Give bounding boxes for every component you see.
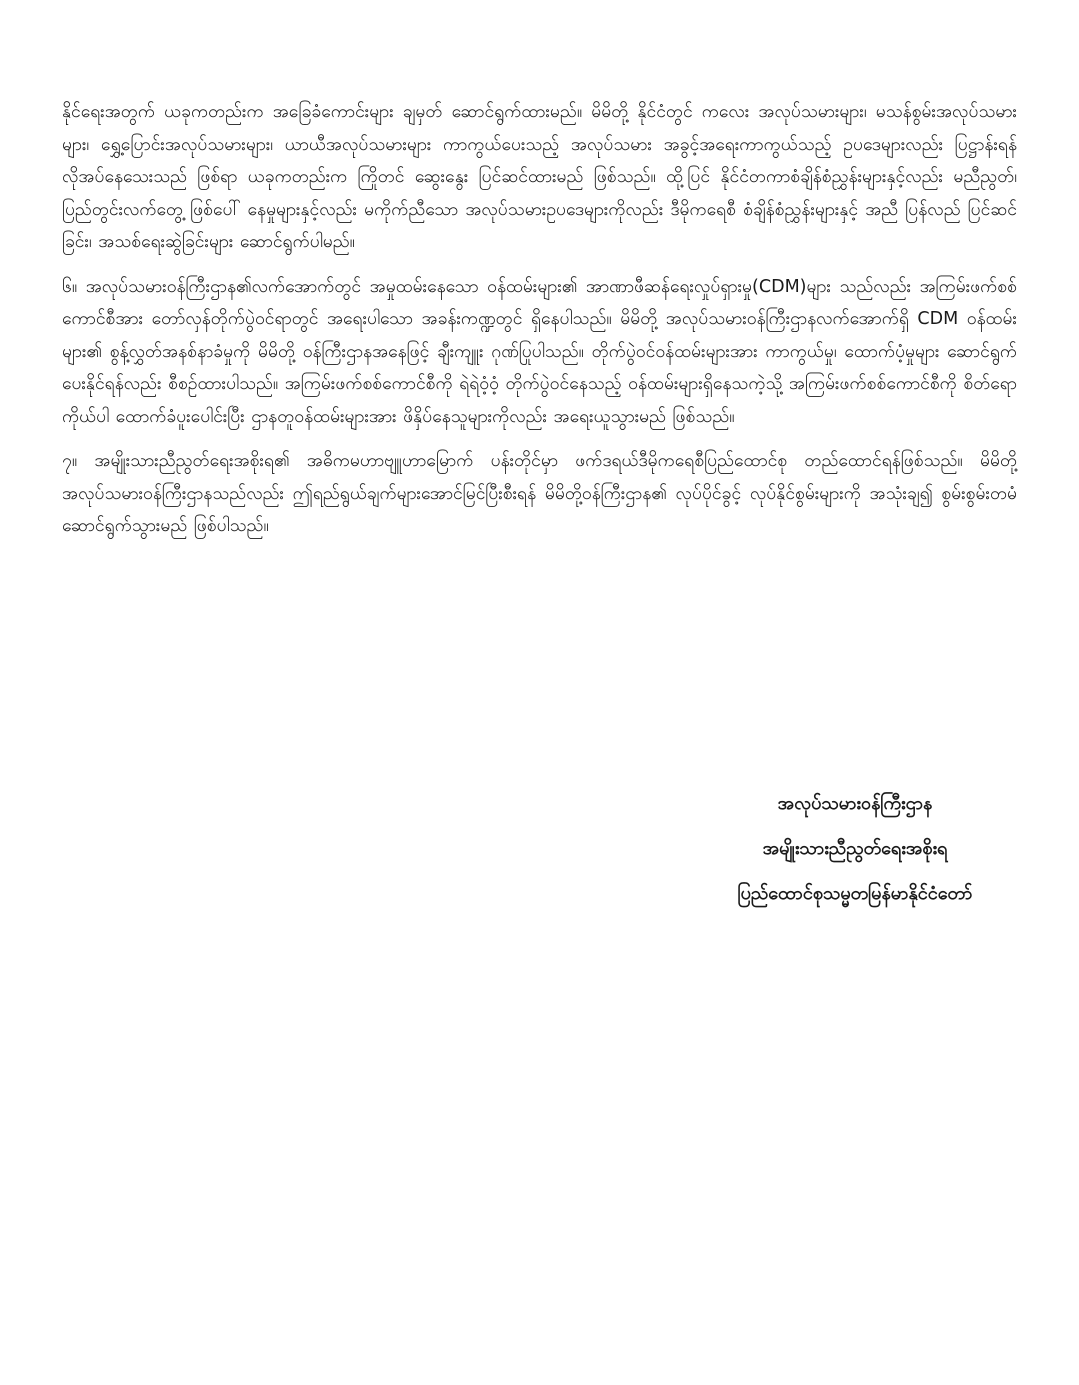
paragraph-7: ၇။ အမျိုးသားညီညွတ်ရေးအစိုးရ၏ အဓိကမဟာဗျူဟာမြောက် ပန်းတိုင်မှာ ဖက်ဒရယ်ဒီမိုကရေစီပြည်ထောင်စု တည်ထောင်ရန်ဖြစ်သည်။ မိမိတို့ အလုပ်သမားဝန်ကြီးဌာနသည်လည်း ဤရည်ရွယ်ချက်များအောင်မြင်ပြီးစီးရန် မိမိတို့ဝန်ကြီးဌာန၏ လုပ်ပိုင်ခွင့် လုပ်နိုင်စွမ်းများကို အသုံးချ၍ စွမ်းစွမ်းတမံ ဆောင်ရွက်သွားမည် ဖြစ်ပါသည်။ <box>62 451 1017 536</box>
signature-government: အမျိုးသားညီညွတ်ရေးအစိုးရ <box>762 838 948 859</box>
signature-block <box>690 792 1020 927</box>
signature-country: ပြည်ထောင်စုသမ္မတမြန်မာနိုင်ငံတော် <box>737 883 973 904</box>
paragraph-continuation: နိုင်ရေးအတွက် ယခုကတည်းက အခြေခံကောင်းများ ချမှတ် ဆောင်ရွက်ထားမည်။ မိမိတို့ နိုင်ငံတွင် ကလေး အလုပ်သမားများ၊ မသန်စွမ်းအလုပ်သမားများ၊ ရွှေ့ပြောင်းအလုပ်သမားများ၊ ယာယီအလုပ်သမားများ ကာကွယ်ပေးသည့် အလုပ်သမား အခွင့်အရေးကာကွယ်သည့် ဥပဒေများလည်း ပြဋ္ဌာန်းရန် လိုအပ်နေသေးသည် ဖြစ်ရာ ယခုကတည်းက ကြိုတင် ဆွေးနွေး ပြင်ဆင်ထားမည် ဖြစ်သည်။ ထို့ပြင် နိုင်ငံတကာစံချိန်စံညွှန်းများနှင့်လည်း မညီညွတ်၊ ပြည်တွင်းလက်တွေ့ ဖြစ်ပေါ် နေမှုများနှင့်လည်း မကိုက်ညီသော အလုပ်သမားဥပဒေများကိုလည်း ဒီမိုကရေစီ စံချိန်စံညွှန်းများနှင့် အညီ ပြန်လည် ပြင်ဆင်ခြင်း၊ အသစ်ရေးဆွဲခြင်းများ ဆောင်ရွက်ပါမည်။ <box>62 102 1017 252</box>
signature-ministry: အလုပ်သမားဝန်ကြီးဌာန <box>777 793 933 814</box>
document-body <box>62 96 1017 555</box>
paragraph-6: ၆။ အလုပ်သမားဝန်ကြီးဌာန၏လက်အောက်တွင် အမှုထမ်းနေသော ဝန်ထမ်းများ၏ အာဏာဖီဆန်ရေးလှုပ်ရှားမှု(CDM)များ သည်လည်း အကြမ်းဖက်စစ်ကောင်စီအား တော်လှန်တိုက်ပွဲဝင်ရာတွင် အရေးပါသော အခန်းကဏ္ဍတွင် ရှိနေပါသည်။ မိမိတို့ အလုပ်သမားဝန်ကြီးဌာနလက်အောက်ရှိ CDM ဝန်ထမ်းများ၏ စွန့်လွှတ်အနစ်နာခံမှုကို မိမိတို့ ဝန်ကြီးဌာနအနေဖြင့် ချီးကျူး ဂုဏ်ပြုပါသည်။ တိုက်ပွဲဝင်ဝန်ထမ်းများအား ကာကွယ်မှု၊ ထောက်ပံ့မှုများ ဆောင်ရွက်ပေးနိုင်ရန်လည်း စီစဉ်ထားပါသည်။ အကြမ်းဖက်စစ်ကောင်စီကို ရဲရဲဝံ့ဝံ့ တိုက်ပွဲဝင်နေသည့် ဝန်ထမ်းများရှိနေသကဲ့သို့ အကြမ်းဖက်စစ်ကောင်စီကို စိတ်ရောကိုယ်ပါ ထောက်ခံပူးပေါင်းပြီး ဌာနတူဝန်ထမ်းများအား ဖိနှိပ်နေသူများကိုလည်း အရေးယူသွားမည် ဖြစ်သည်။ <box>62 276 1017 427</box>
